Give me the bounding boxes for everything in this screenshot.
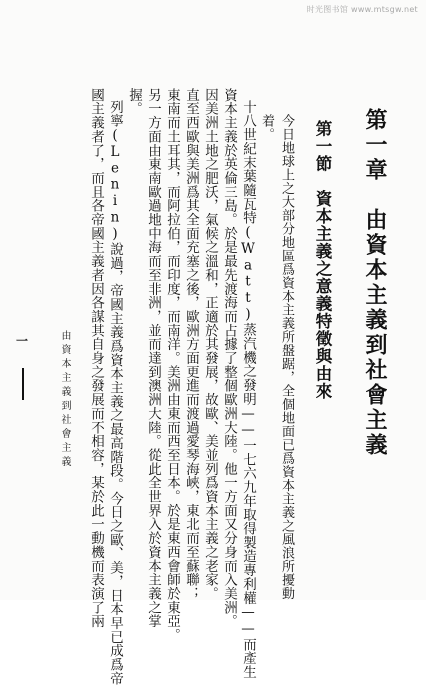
paragraph1-line: 十八世紀末葉隨瓦特(Watt)蒸汽機之發明——一七六九年取得製造專利權——而產生 — [240, 100, 256, 679]
intro-line: 着。 — [259, 114, 274, 141]
paragraph2-line: 國主義者了，而且各帝國主義者因各謀其自身之發展而不相容，某於此一動機而表演了兩 — [88, 88, 104, 629]
margin-rule — [22, 368, 24, 400]
page-mark: 一 — [16, 334, 29, 348]
paragraph1-line: 另一方面由東南歐過地中海而至非洲，並而達到澳洲大陸。從此全世界入於資本主義之掌 — [145, 88, 161, 629]
chapter-title: 第一章 由資本主義到社會主義 — [362, 108, 388, 458]
paragraph1-line: 直至西歐與美洲爲其全面充塞之後，歐洲方面更進而渡過愛琴海峽，東北而至蘇聯； — [183, 88, 199, 601]
intro-line: 今日地球上之大部分地區爲資本主義所盤踞，全個地面已爲資本主義之風浪所擾動 — [279, 114, 294, 600]
paragraph1-line: 因美洲土地之肥沃，氣候之溫和，正適於其發展，故歐、美並列爲資本主義之老家。 — [202, 88, 218, 601]
watermark: 时光图书馆 www.mtsgw.net — [306, 5, 418, 14]
running-header: 由資本主義到社會主義 — [59, 330, 70, 470]
paragraph2-line: 列寧(Lenin)說過，帝國主義爲資本主義之最高階段。今日之歐、美，日本早已成爲帝 — [107, 100, 123, 685]
paragraph1-line: 握。 — [126, 88, 142, 116]
paragraph1-line: 資本主義於英倫三島。於是最先渡海而占據了整個歐洲大陸。他一方面又分身而入美洲。 — [221, 88, 237, 629]
paragraph1-line: 東南而土耳其，而阿拉伯，而印度，而南洋。美洲由東而西至日本。於是東西會師於東亞。 — [164, 88, 180, 642]
section-title: 第一節 資本主義之意義特徵與由來 — [313, 120, 332, 400]
